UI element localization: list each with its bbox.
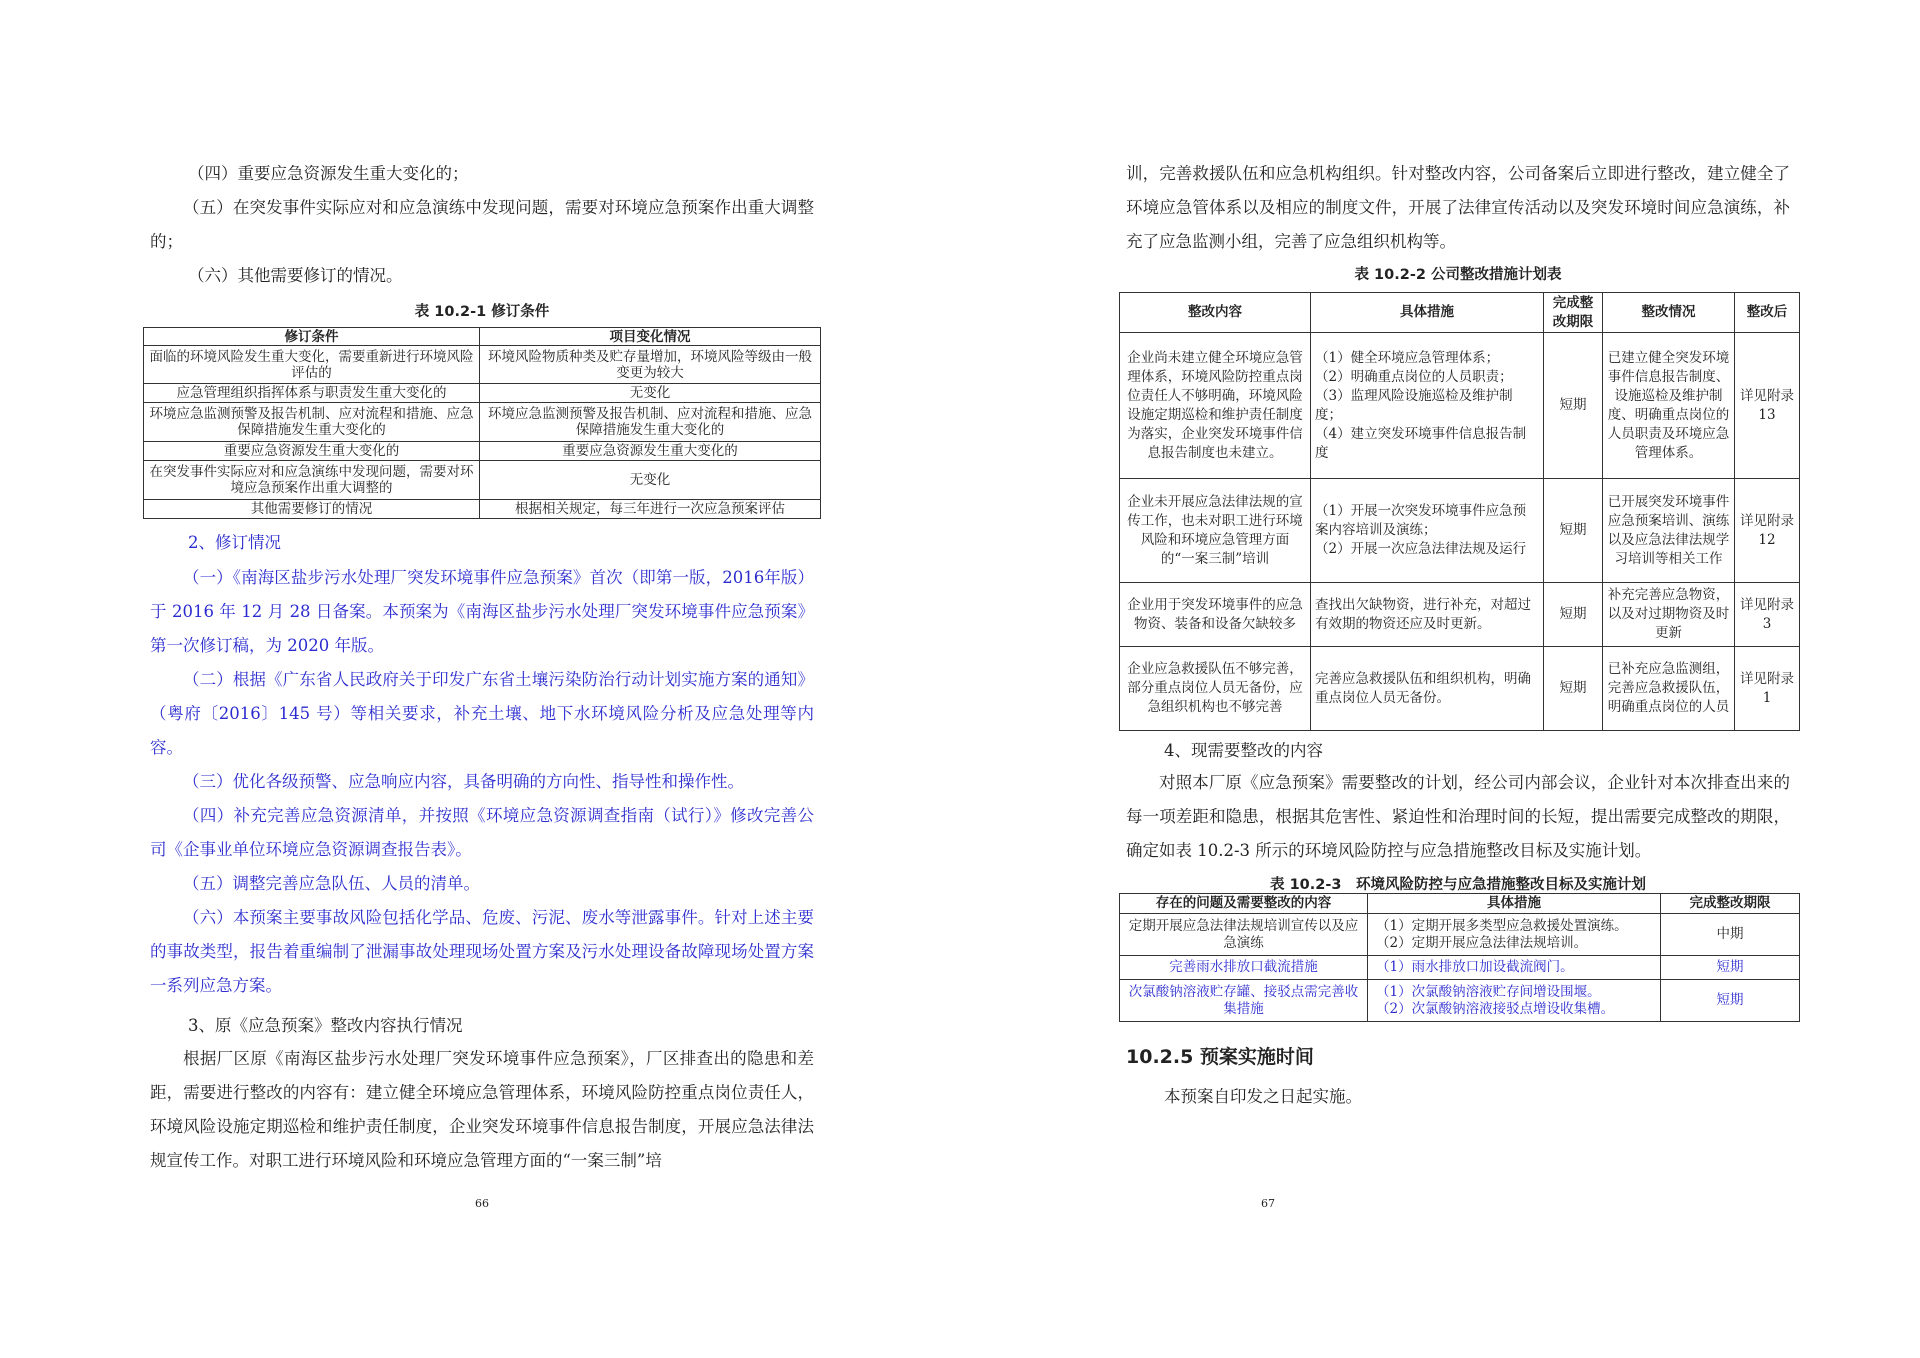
table1-cell: 无变化	[480, 384, 821, 403]
table1-header: 项目变化情况	[480, 328, 821, 346]
right-page	[960, 0, 1920, 1358]
table2-cell: 短期	[1544, 479, 1603, 583]
table2-row	[1120, 479, 1800, 583]
table2-cell: 已补充应急监测组，完善应急救援队伍，明确重点岗位的人员	[1603, 647, 1735, 731]
table2-cell: 短期	[1544, 647, 1603, 731]
table2-cell: （1）健全环境应急管理体系； （2）明确重点岗位的人员职责； （3）监理风险设施巡检及维护制度； （4）建立突发环境事件信息报告制度	[1311, 333, 1544, 479]
rectification-plan-table	[1119, 292, 1800, 731]
section2-item-1: （一）《南海区盐步污水处理厂突发环境事件应急预案》首次（即第一版，2016年版）于 2016 年 12 月 28 日备案。本预案为《南海区盐步污水处理厂突发环境事件应急预案》第一次修订稿，为 2020 年版。	[150, 568, 814, 655]
table2-cell: 详见附录 1	[1735, 647, 1800, 731]
section4-title: 4、现需要整改的内容	[1164, 741, 1323, 760]
table3-cell: 完善雨水排放口截流措施	[1120, 956, 1368, 980]
page-number: 67	[1261, 1197, 1275, 1210]
table1-cell: 面临的环境风险发生重大变化，需要重新进行环境风险评估的	[144, 346, 480, 384]
item-5: （五）在突发事件实际应对和应急演练中发现问题，需要对环境应急预案作出重大调整的；	[150, 198, 814, 251]
table2-row	[1120, 647, 1800, 731]
table2-header: 完成整改期限	[1544, 293, 1603, 333]
table2-header: 具体措施	[1311, 293, 1544, 333]
table3-cell: 定期开展应急法律法规培训宣传以及应急演练	[1120, 914, 1368, 956]
table2-cell: 企业未开展应急法律法规的宣传工作，也未对职工进行环境风险和环境应急管理方面的“一案三制”培训	[1120, 479, 1311, 583]
table2-header: 整改后	[1735, 293, 1800, 333]
table2-cell: 企业应急救援队伍不够完善，部分重点岗位人员无备份，应急组织机构也不够完善	[1120, 647, 1311, 731]
section2-item-2: （二）根据《广东省人民政府关于印发广东省土壤污染防治行动计划实施方案的通知》（粤府〔2016〕145 号）等相关要求，补充土壤、地下水环境风险分析及应急处理等内容。	[150, 670, 814, 757]
table3-cell: 中期	[1661, 914, 1800, 956]
section2-item-5: （五）调整完善应急队伍、人员的清单。	[183, 874, 480, 893]
table3-cell: （1）定期开展多类型应急救援处置演练。 （2）定期开展应急法律法规培训。	[1368, 914, 1661, 956]
table2-header: 整改情况	[1603, 293, 1735, 333]
table1-cell: 重要应急资源发生重大变化的	[144, 442, 480, 461]
table3-header: 完成整改期限	[1661, 894, 1800, 914]
table1-header: 修订条件	[144, 328, 480, 346]
table1-row	[144, 346, 821, 384]
revision-conditions-table	[143, 327, 821, 519]
section2-title: 2、修订情况	[188, 533, 281, 552]
table2-cell: 查找出欠缺物资，进行补充，对超过有效期的物资还应及时更新。	[1311, 583, 1544, 647]
table1-row	[144, 384, 821, 403]
table3-cell: 次氯酸钠溶液贮存罐、接驳点需完善收集措施	[1120, 980, 1368, 1022]
table3-header: 存在的问题及需要整改的内容	[1120, 894, 1368, 914]
table2-row	[1120, 583, 1800, 647]
table1-row	[144, 461, 821, 500]
table2-cell: 短期	[1544, 583, 1603, 647]
table3-cell: （1）次氯酸钠溶液贮存间增设围堰。 （2）次氯酸钠溶液接驳点增设收集槽。	[1368, 980, 1661, 1022]
table2-cell: 短期	[1544, 333, 1603, 479]
table3-caption: 表 10.2-3 环境风险防控与应急措施整改目标及实施计划	[1270, 877, 1646, 893]
table2-cell: 详见附录 3	[1735, 583, 1800, 647]
item-4: （四）重要应急资源发生重大变化的；	[188, 164, 469, 183]
table2-cell: 补充完善应急物资，以及对过期物资及时更新	[1603, 583, 1735, 647]
table2-cell: 企业用于突发环境事件的应急物资、装备和设备欠缺较多	[1120, 583, 1311, 647]
table1-cell: 重要应急资源发生重大变化的	[480, 442, 821, 461]
section2-item-6: （六）本预案主要事故风险包括化学品、危废、污泥、废水等泄露事件。针对上述主要的事故类型，报告着重编制了泄漏事故处理现场处置方案及污水处理设备故障现场处置方案一系列应急方案。	[150, 908, 814, 995]
table3-cell: 短期	[1661, 956, 1800, 980]
table1-row	[144, 500, 821, 519]
section-heading: 10.2.5 预案实施时间	[1126, 1046, 1314, 1068]
table1-cell: 环境风险物质种类及贮存量增加，环境风险等级由一般变更为较大	[480, 346, 821, 384]
table2-cell: （1）开展一次突发环境事件应急预案内容培训及演练； （2）开展一次应急法律法规及运行	[1311, 479, 1544, 583]
table1-cell: 其他需要修订的情况	[144, 500, 480, 519]
table3-row	[1120, 914, 1800, 956]
table1-cell: 无变化	[480, 461, 821, 500]
table1-row	[144, 442, 821, 461]
table1-cell: 环境应急监测预警及报告机制、应对流程和措施、应急保障措施发生重大变化的	[480, 403, 821, 442]
section2-item-3: （三）优化各级预警、应急响应内容，具备明确的方向性、指导性和操作性。	[183, 772, 744, 791]
section2-item-4: （四）补充完善应急资源清单，并按照《环境应急资源调查指南（试行）》修改完善公司《企事业单位环境应急资源调查报告表》。	[150, 806, 814, 859]
table2-cell: 完善应急救援队伍和组织机构，明确重点岗位人员无备份。	[1311, 647, 1544, 731]
table2-row	[1120, 333, 1800, 479]
table2-cell: 详见附录 13	[1735, 333, 1800, 479]
section4-text: 对照本厂原《应急预案》需要整改的计划，经公司内部会议，企业针对本次排查出来的每一项差距和隐患，根据其危害性、紧迫性和治理时间的长短，提出需要完成整改的期限，确定如表 10.2-3 所示的环境风险防控与应急措施整改目标及实施计划。	[1126, 773, 1790, 860]
table2-cell: 已开展突发环境事件应急预案培训、演练以及应急法律法规学习培训等相关工作	[1603, 479, 1735, 583]
table3-row	[1120, 956, 1800, 980]
table1-header-row	[144, 328, 821, 346]
final-text: 本预案自印发之日起实施。	[1164, 1087, 1362, 1106]
table1-cell: 应急管理组织指挥体系与职责发生重大变化的	[144, 384, 480, 403]
table1-cell: 根据相关规定，每三年进行一次应急预案评估	[480, 500, 821, 519]
table1-row	[144, 403, 821, 442]
target-plan-table	[1119, 893, 1800, 1022]
table3-header-row	[1120, 894, 1800, 914]
item-6: （六）其他需要修订的情况。	[188, 266, 403, 285]
table3-row	[1120, 980, 1800, 1022]
table1-caption: 表 10.2-1 修订条件	[414, 304, 550, 320]
table3-header: 具体措施	[1368, 894, 1661, 914]
table2-header-row	[1120, 293, 1800, 333]
table2-caption: 表 10.2-2 公司整改措施计划表	[1354, 267, 1562, 283]
page-number: 66	[475, 1197, 489, 1210]
table2-cell: 企业尚未建立健全环境应急管理体系，环境风险防控重点岗位责任人不够明确，环境风险设施定期巡检和维护责任制度为落实，企业突发环境事件信息报告制度也未建立。	[1120, 333, 1311, 479]
table1-cell: 环境应急监测预警及报告机制、应对流程和措施、应急保障措施发生重大变化的	[144, 403, 480, 442]
section3-text: 根据厂区原《南海区盐步污水处理厂突发环境事件应急预案》，厂区排查出的隐患和差距，需要进行整改的内容有：建立健全环境应急管理体系，环境风险防控重点岗位责任人，环境风险设施定期巡检和维护责任制度，企业突发环境事件信息报告制度，开展应急法律法规宣传工作。对职工进行环境风险和环境应急管理方面的“一案三制”培	[150, 1049, 814, 1170]
table2-cell: 详见附录 12	[1735, 479, 1800, 583]
section3-title: 3、原《应急预案》整改内容执行情况	[188, 1016, 463, 1035]
table2-cell: 已建立健全突发环境事件信息报告制度、设施巡检及维护制度、明确重点岗位的人员职责及环境应急管理体系。	[1603, 333, 1735, 479]
continued-text: 训，完善救援队伍和应急机构组织。针对整改内容，公司备案后立即进行整改，建立健全了环境应急管体系以及相应的制度文件，开展了法律宣传活动以及突发环境时间应急演练，补充了应急监测小组，完善了应急组织机构等。	[1126, 164, 1790, 251]
table1-cell: 在突发事件实际应对和应急演练中发现问题，需要对环境应急预案作出重大调整的	[144, 461, 480, 500]
table3-cell: （1）雨水排放口加设截流阀门。	[1368, 956, 1661, 980]
table2-header: 整改内容	[1120, 293, 1311, 333]
table3-cell: 短期	[1661, 980, 1800, 1022]
